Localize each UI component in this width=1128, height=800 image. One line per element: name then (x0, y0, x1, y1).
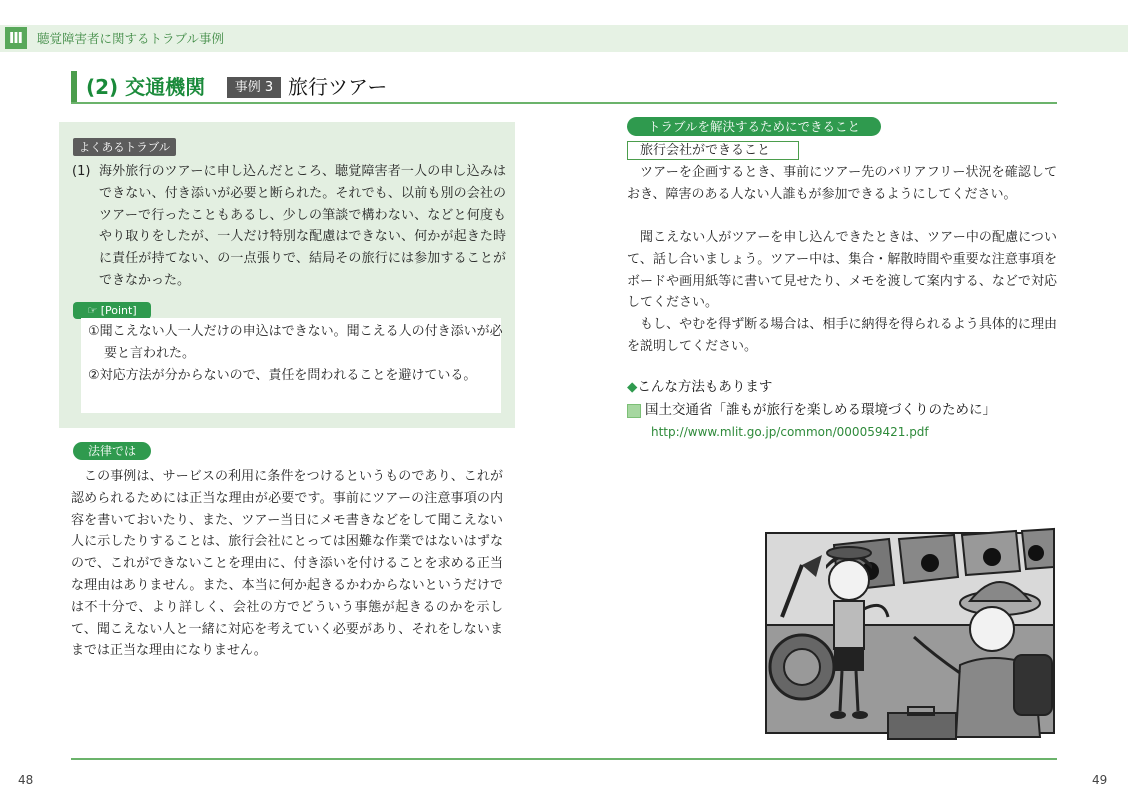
law-text: この事例は、サービスの利用に条件をつけるというものであり、これが認められるためには正当な理由が必要です。事前にツアーの注意事項の内容を書いておいたり、また、ツアー当日にメモ書きなどをして聞こえない人に示したりすることは、旅行会社にとっては困難な作業ではないはずなので、これができないことを理由に、付き添いを付けることを求める正当な理由はありません。また、本当に何か起きるかわからないというだけでは不十分で、より詳しく、会社の方でどういう事態が起きるのかを示して、聞こえない人と一緒に対応を考えていく必要があり、それをしないままでは正当な理由になりません。 (71, 469, 503, 659)
diamond-icon: ◆ (627, 379, 638, 395)
travel-illustration (764, 525, 1056, 743)
resolve-paragraph: もし、やむを得ず断る場合は、相手に納得を得られるよう具体的に理由を説明してください。 (627, 317, 1057, 354)
resolve-tag: トラブルを解決するためにできること (627, 117, 881, 136)
case-badge: 事例 3 (227, 77, 281, 98)
section-underline (71, 102, 1057, 104)
resolve-paragraph: 聞こえない人がツアーを申し込んできたときは、ツアー中の配慮について、話し合いましょう。ツアー中は、集合・解散時間や重要な注意事項をボードや画用紙等に書いて見せたり、メモを渡して案内する、などで対応してください。 (627, 230, 1057, 311)
trouble-tag: よくあるトラブル (73, 138, 176, 156)
point-box (81, 318, 501, 413)
law-tag: 法律では (73, 442, 151, 460)
point-tag: ☞ [Point] (73, 302, 151, 319)
methods-heading (627, 377, 772, 397)
chapter-badge: Ⅲ (5, 27, 27, 49)
trouble-item-text: 海外旅行のツアーに申し込んだところ、聴覚障害者一人の申し込みはできない、付き添いが必要と断られた。それでも、以前も別の会社のツアーで行ったこともあるし、少しの筆談で構わない、などと何度もやり取りをしたが、一人だけ特別な配慮はできない、何かが起きた時に責任が持てない、の一点張りで、結局その旅行には参加することができなかった。 (99, 164, 506, 288)
reference-url[interactable]: http://www.mlit.go.jp/common/000059421.pdf (651, 425, 929, 439)
square-bullet-icon (627, 404, 641, 418)
agency-label: 旅行会社ができること (627, 141, 799, 160)
footer-rule (71, 758, 1057, 760)
section-accent-bar (71, 71, 77, 104)
section-title: (2) 交通機関 (86, 75, 206, 99)
resolve-paragraph: ツアーを企画するとき、事前にツアー先のバリアフリー状況を確認しておき、障害のある人ない人誰もが参加できるようにしてください。 (627, 165, 1057, 202)
page-number-left: 48 (18, 773, 34, 787)
trouble-item-number: (1) (72, 164, 91, 179)
header-title: 聴覚障害者に関するトラブル事例 (37, 31, 225, 46)
methods-heading-text: こんな方法もあります (637, 379, 773, 395)
reference-title: 国土交通省「誰もが旅行を楽しめる環境づくりのために」 (645, 402, 996, 418)
point-item: ①聞こえない人一人だけの申込はできない。聞こえる人の付き添いが必要と言われた。 (88, 324, 503, 361)
case-title: 旅行ツアー (288, 75, 388, 99)
page-number-right: 49 (1092, 773, 1108, 787)
point-item: ②対応方法が分からないので、責任を問われることを避けている。 (88, 368, 477, 383)
